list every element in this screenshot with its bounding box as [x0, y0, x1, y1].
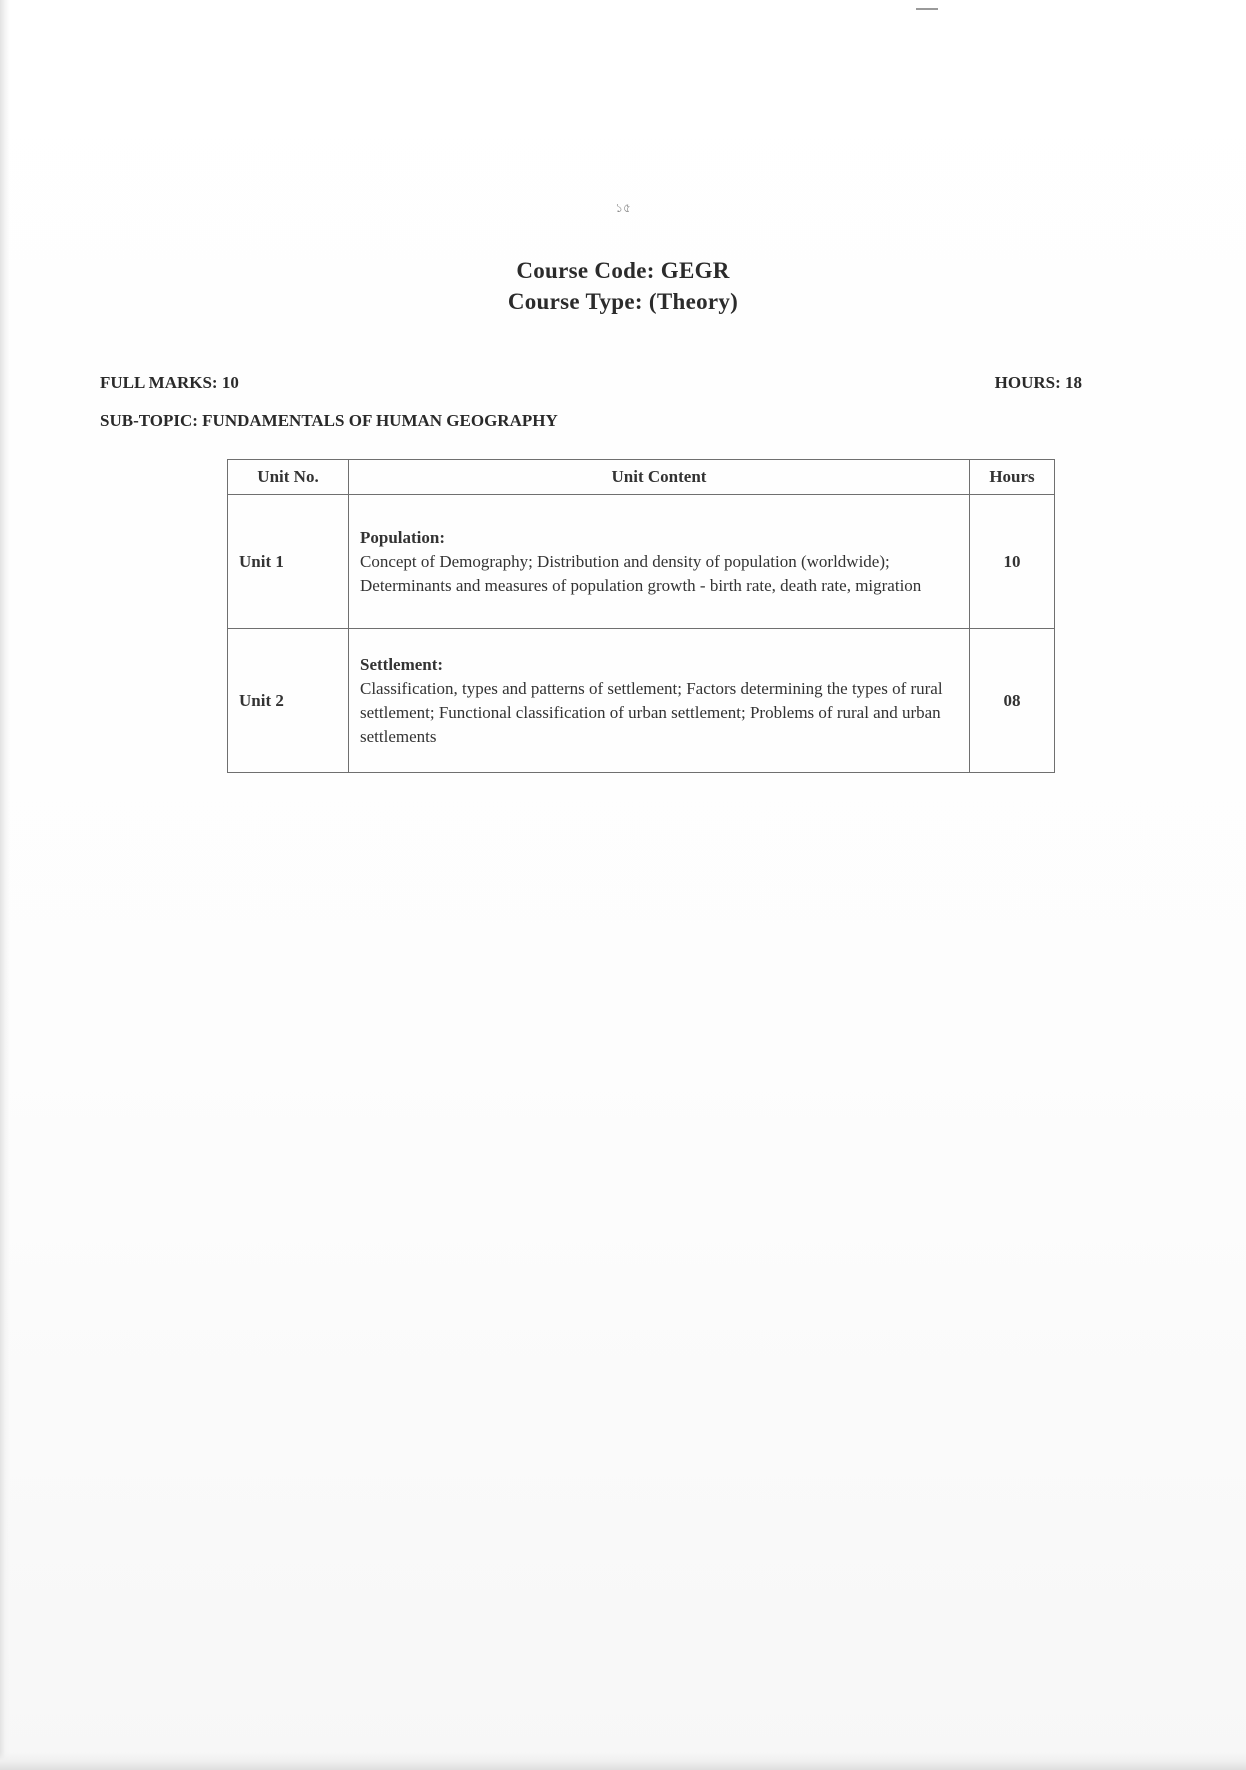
unit-description: Classification, types and patterns of settlement; Factors determining the types of rural settlement; Functional classification of urban settlement; Problems of rural and urban settlements [360, 678, 943, 746]
sub-topic: SUB-TOPIC: FUNDAMENTALS OF HUMAN GEOGRAPHY [100, 411, 558, 430]
scan-mark [916, 8, 938, 10]
unit-number: Unit 1 [228, 495, 349, 629]
page-number: ১৫ [615, 201, 631, 215]
table-row [228, 629, 1055, 773]
course-type: Course Type: (Theory) [507, 289, 739, 314]
unit-number: Unit 2 [228, 629, 349, 773]
table-header-row [228, 460, 1055, 495]
header-hours: Hours [970, 460, 1055, 495]
header-unit-no: Unit No. [228, 460, 349, 495]
course-header [0, 255, 1246, 317]
unit-description: Concept of Demography; Distribution and density of population (worldwide); Determinants and measures of population growth - birth rate, death rate, migration [360, 551, 922, 595]
table-row [228, 495, 1055, 629]
unit-hours: 08 [970, 629, 1055, 773]
scan-bottom-edge [0, 1752, 1246, 1770]
full-marks: FULL MARKS: 10 [100, 373, 239, 392]
unit-table [227, 459, 1055, 773]
unit-title: Settlement: [360, 654, 444, 674]
unit-content [349, 629, 970, 773]
unit-hours: 10 [970, 495, 1055, 629]
total-hours: HOURS: 18 [994, 373, 1082, 392]
header-unit-content: Unit Content [349, 460, 970, 495]
course-code: Course Code: GEGR [516, 258, 730, 283]
unit-title: Population: [360, 527, 446, 547]
unit-content [349, 495, 970, 629]
